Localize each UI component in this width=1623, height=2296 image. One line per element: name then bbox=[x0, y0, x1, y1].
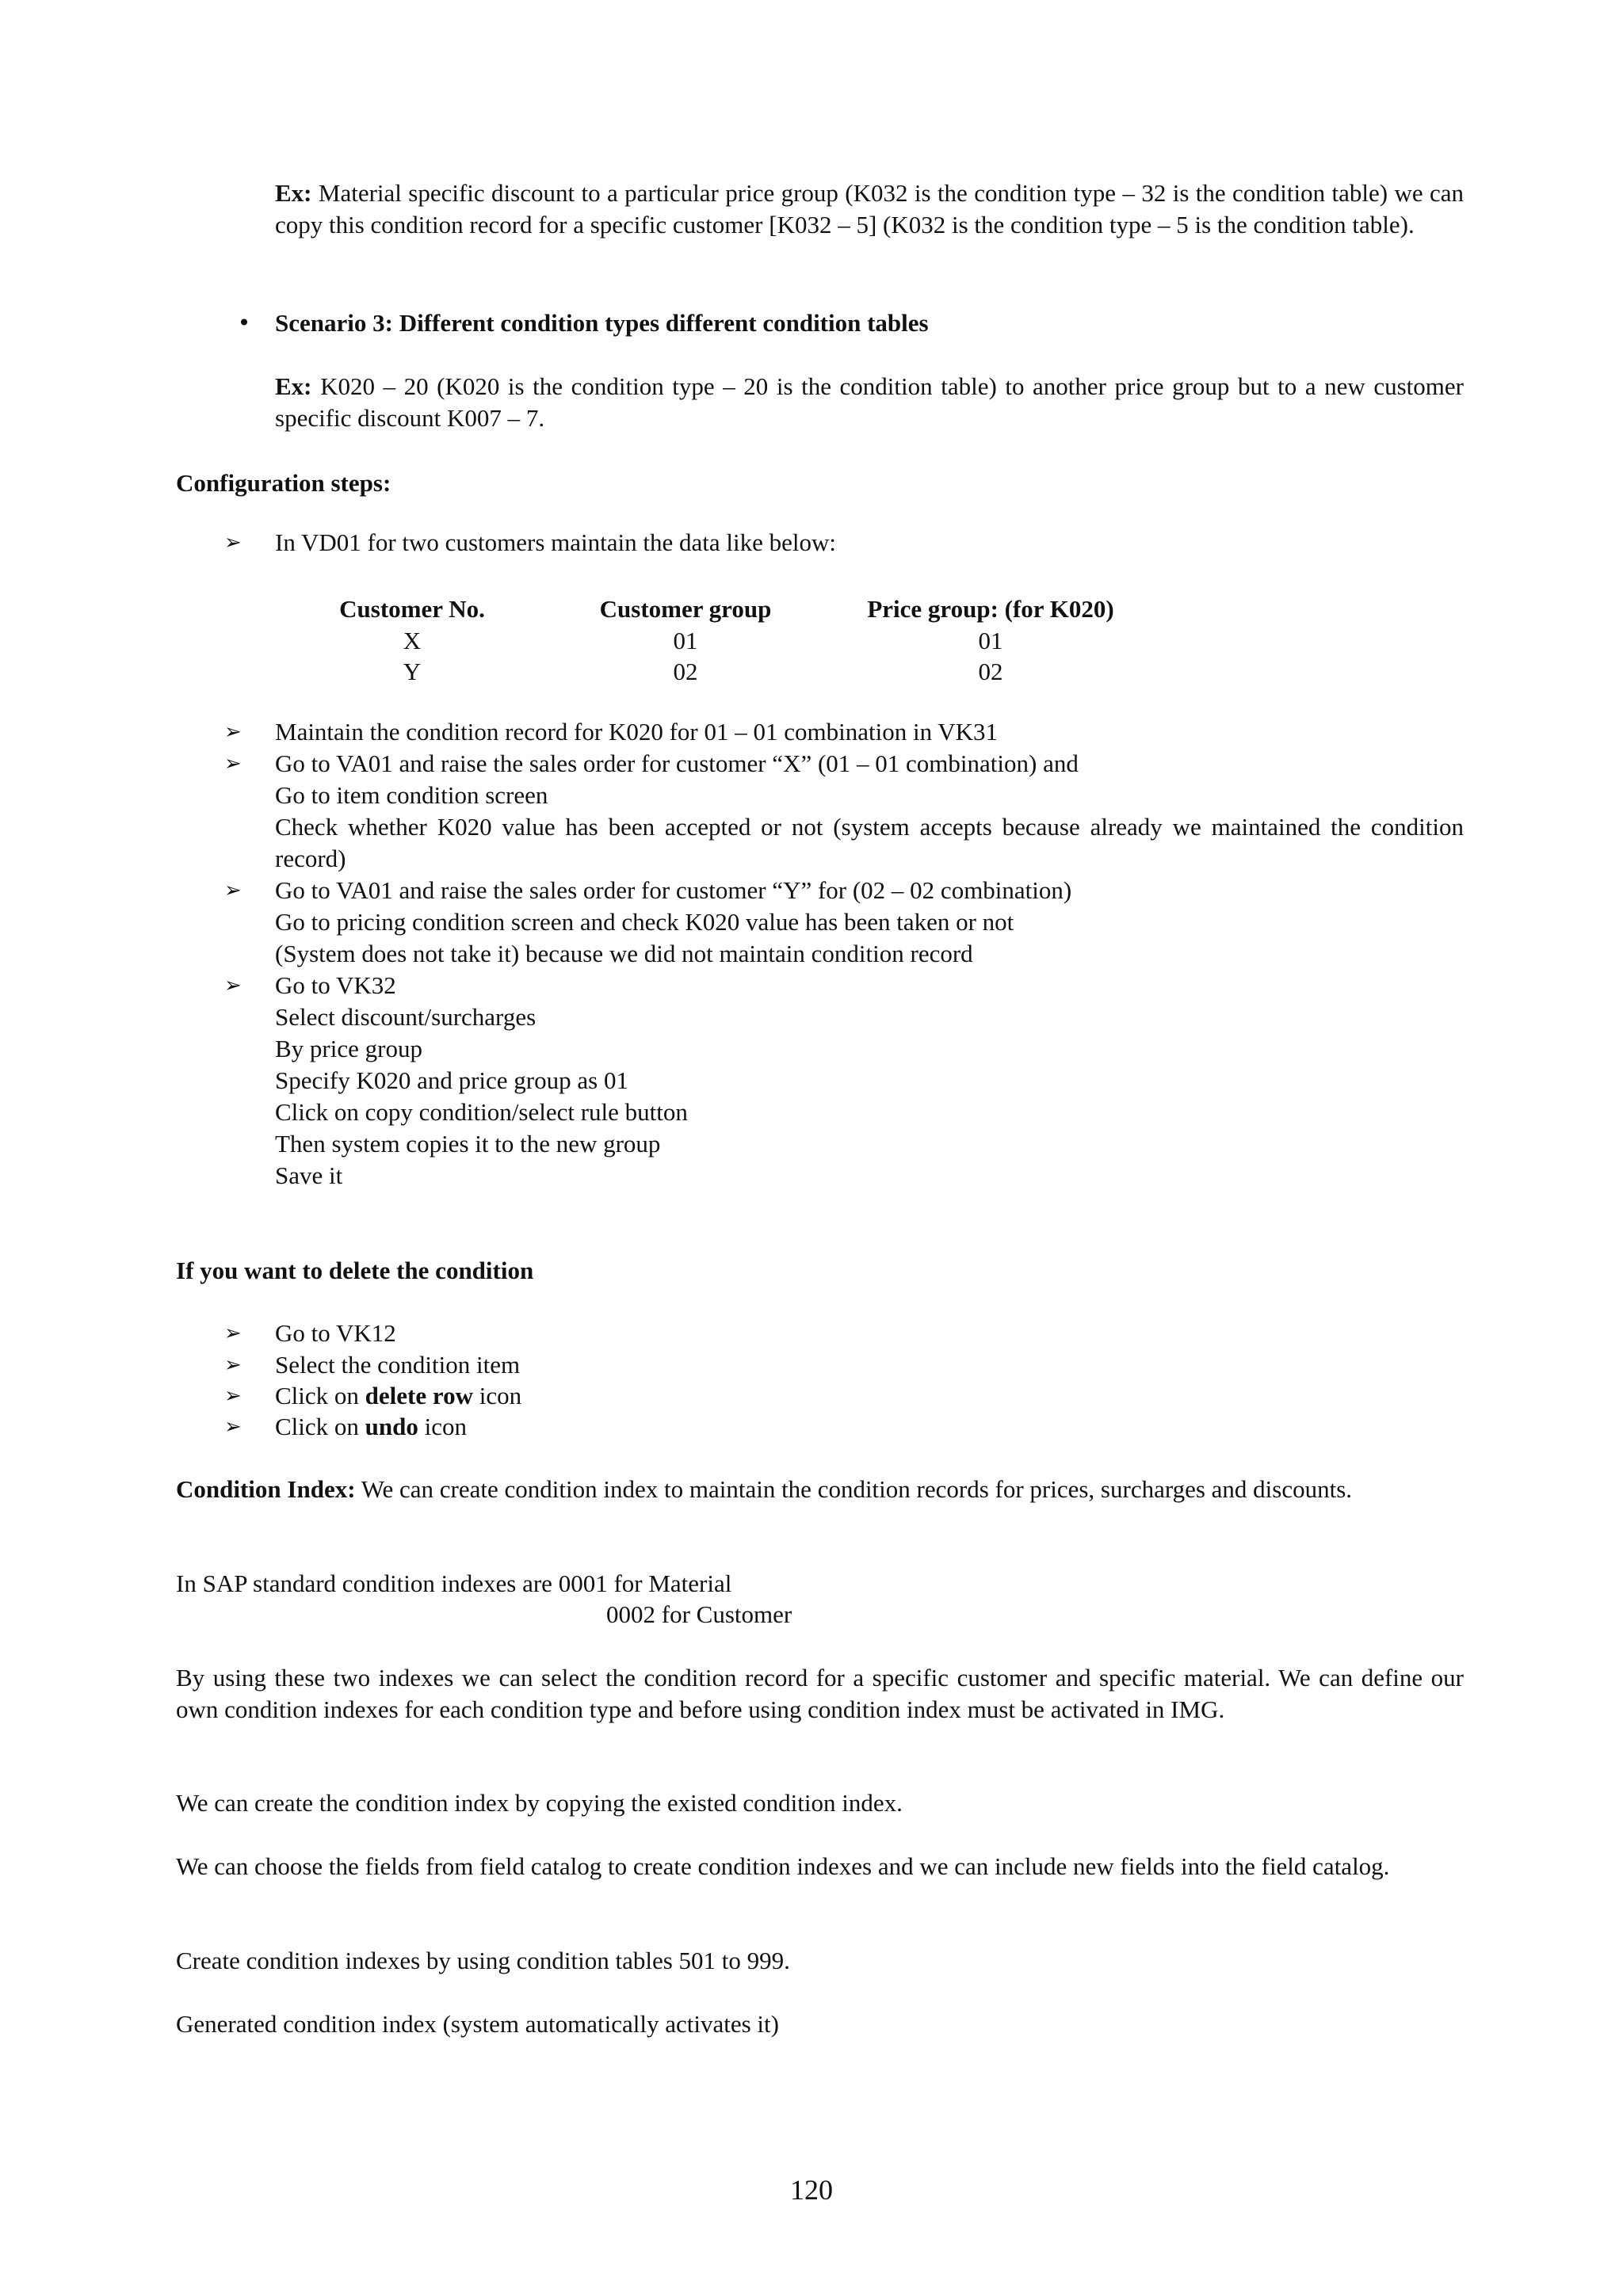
table-header: Customer No. bbox=[339, 595, 485, 623]
field-catalog-paragraph: We can choose the fields from field catalog to create condition indexes and we can include new fields into the field catalog. bbox=[176, 1852, 1390, 1880]
step-line: (System does not take it) because we did not maintain condition record bbox=[275, 940, 973, 967]
step-text: Click on bbox=[275, 1382, 365, 1409]
arrow-bullet-icon: ➢ bbox=[224, 1353, 242, 1377]
step-line: Click on copy condition/select rule button bbox=[275, 1098, 688, 1126]
example-text: Material specific discount to a particular price group (K032 is the condition type – 32 is the condition table) we can copy this condition record for a specific customer [K032 – 5] (K032 is the condition type – 5 is the condition table). bbox=[275, 179, 1464, 238]
sap-standard-line-1: In SAP standard condition indexes are 0001 for Material bbox=[176, 1569, 732, 1597]
copy-index-paragraph: We can create the condition index by copying the existed condition index. bbox=[176, 1789, 903, 1817]
condition-tables-paragraph: Create condition indexes by using condition tables 501 to 999. bbox=[176, 1947, 790, 1974]
step-line: Go to VK32 bbox=[275, 971, 396, 999]
scenario-3-title bbox=[275, 307, 1464, 339]
table-cell: 01 bbox=[978, 627, 1003, 654]
config-step-1: Maintain the condition record for K020 for 01 – 01 combination in VK31 bbox=[275, 718, 999, 746]
step-line: Select discount/surcharges bbox=[275, 1003, 537, 1031]
generated-index-paragraph: Generated condition index (system automatically activates it) bbox=[176, 2010, 779, 2038]
condition-index-paragraph bbox=[176, 1474, 1464, 1505]
step-line: Then system copies it to the new group bbox=[275, 1130, 661, 1158]
delete-step-2: Select the condition item bbox=[275, 1351, 521, 1379]
step-line: Save it bbox=[275, 1161, 343, 1189]
arrow-bullet-icon: ➢ bbox=[224, 1415, 242, 1439]
step-text: icon bbox=[472, 1382, 522, 1409]
step-bold-text: undo bbox=[365, 1413, 418, 1440]
table-header: Price group: (for K020) bbox=[867, 595, 1114, 623]
table-header: Customer group bbox=[599, 595, 772, 623]
arrow-bullet-icon: ➢ bbox=[224, 879, 242, 902]
page-number: 120 bbox=[790, 2174, 833, 2206]
bullet-dot-icon: • bbox=[237, 310, 251, 336]
step-bold-text: delete row bbox=[365, 1382, 473, 1409]
step-line: Go to VA01 and raise the sales order for customer “X” (01 – 01 combination) and bbox=[275, 749, 1079, 777]
indexes-paragraph: By using these two indexes we can select the condition record for a specific customer and specific material. We can define our own condition indexes for each condition type and before using condition index must be activated in IMG. bbox=[176, 1664, 1464, 1723]
example-paragraph-1 bbox=[275, 177, 1464, 241]
config-intro: In VD01 for two customers maintain the data like below: bbox=[275, 528, 836, 556]
step-line: Go to item condition screen bbox=[275, 781, 548, 809]
delete-step-4 bbox=[275, 1411, 467, 1443]
scenario-3-title-text: Scenario 3: Different condition types different condition tables bbox=[275, 309, 929, 337]
arrow-bullet-icon: ➢ bbox=[224, 752, 242, 776]
configuration-heading-text: Configuration steps: bbox=[176, 469, 391, 497]
arrow-bullet-icon: ➢ bbox=[224, 1384, 242, 1408]
configuration-heading bbox=[176, 467, 391, 499]
arrow-bullet-icon: ➢ bbox=[224, 720, 242, 744]
sap-standard-line-2: 0002 for Customer bbox=[606, 1600, 792, 1628]
delete-heading bbox=[176, 1255, 533, 1287]
table-cell: Y bbox=[403, 658, 422, 685]
scenario-3-example bbox=[275, 371, 1464, 434]
table-cell: 02 bbox=[978, 658, 1003, 685]
arrow-bullet-icon: ➢ bbox=[224, 531, 242, 555]
example-label: Ex: bbox=[275, 372, 312, 400]
table-cell: 01 bbox=[673, 627, 698, 654]
condition-index-text: We can create condition index to maintain the condition records for prices, surcharges and discounts. bbox=[355, 1475, 1353, 1503]
table-cell: 02 bbox=[673, 658, 698, 685]
delete-step-3 bbox=[275, 1380, 521, 1412]
example-label: Ex: bbox=[275, 179, 312, 207]
step-line: Check whether K020 value has been accepted or not (system accepts because already we maintained the condition record) bbox=[275, 813, 1464, 872]
config-step-2 bbox=[275, 748, 1464, 875]
arrow-bullet-icon: ➢ bbox=[224, 974, 242, 997]
delete-heading-text: If you want to delete the condition bbox=[176, 1257, 534, 1284]
config-step-4 bbox=[275, 970, 1464, 1192]
step-line: Go to VA01 and raise the sales order for customer “Y” for (02 – 02 combination) bbox=[275, 876, 1072, 904]
condition-index-label: Condition Index: bbox=[176, 1475, 356, 1503]
step-line: By price group bbox=[275, 1035, 422, 1062]
delete-step-1: Go to VK12 bbox=[275, 1319, 396, 1347]
step-text: icon bbox=[418, 1413, 468, 1440]
arrow-bullet-icon: ➢ bbox=[224, 1322, 242, 1345]
step-line: Specify K020 and price group as 01 bbox=[275, 1066, 628, 1094]
table-cell: X bbox=[403, 627, 422, 654]
step-text: Click on bbox=[275, 1413, 365, 1440]
example-text: K020 – 20 (K020 is the condition type – 20 is the condition table) to another price group but to a new customer specific discount K007 – 7. bbox=[275, 372, 1464, 432]
config-step-3 bbox=[275, 875, 1464, 970]
step-line: Go to pricing condition screen and check K020 value has been taken or not bbox=[275, 908, 1014, 936]
